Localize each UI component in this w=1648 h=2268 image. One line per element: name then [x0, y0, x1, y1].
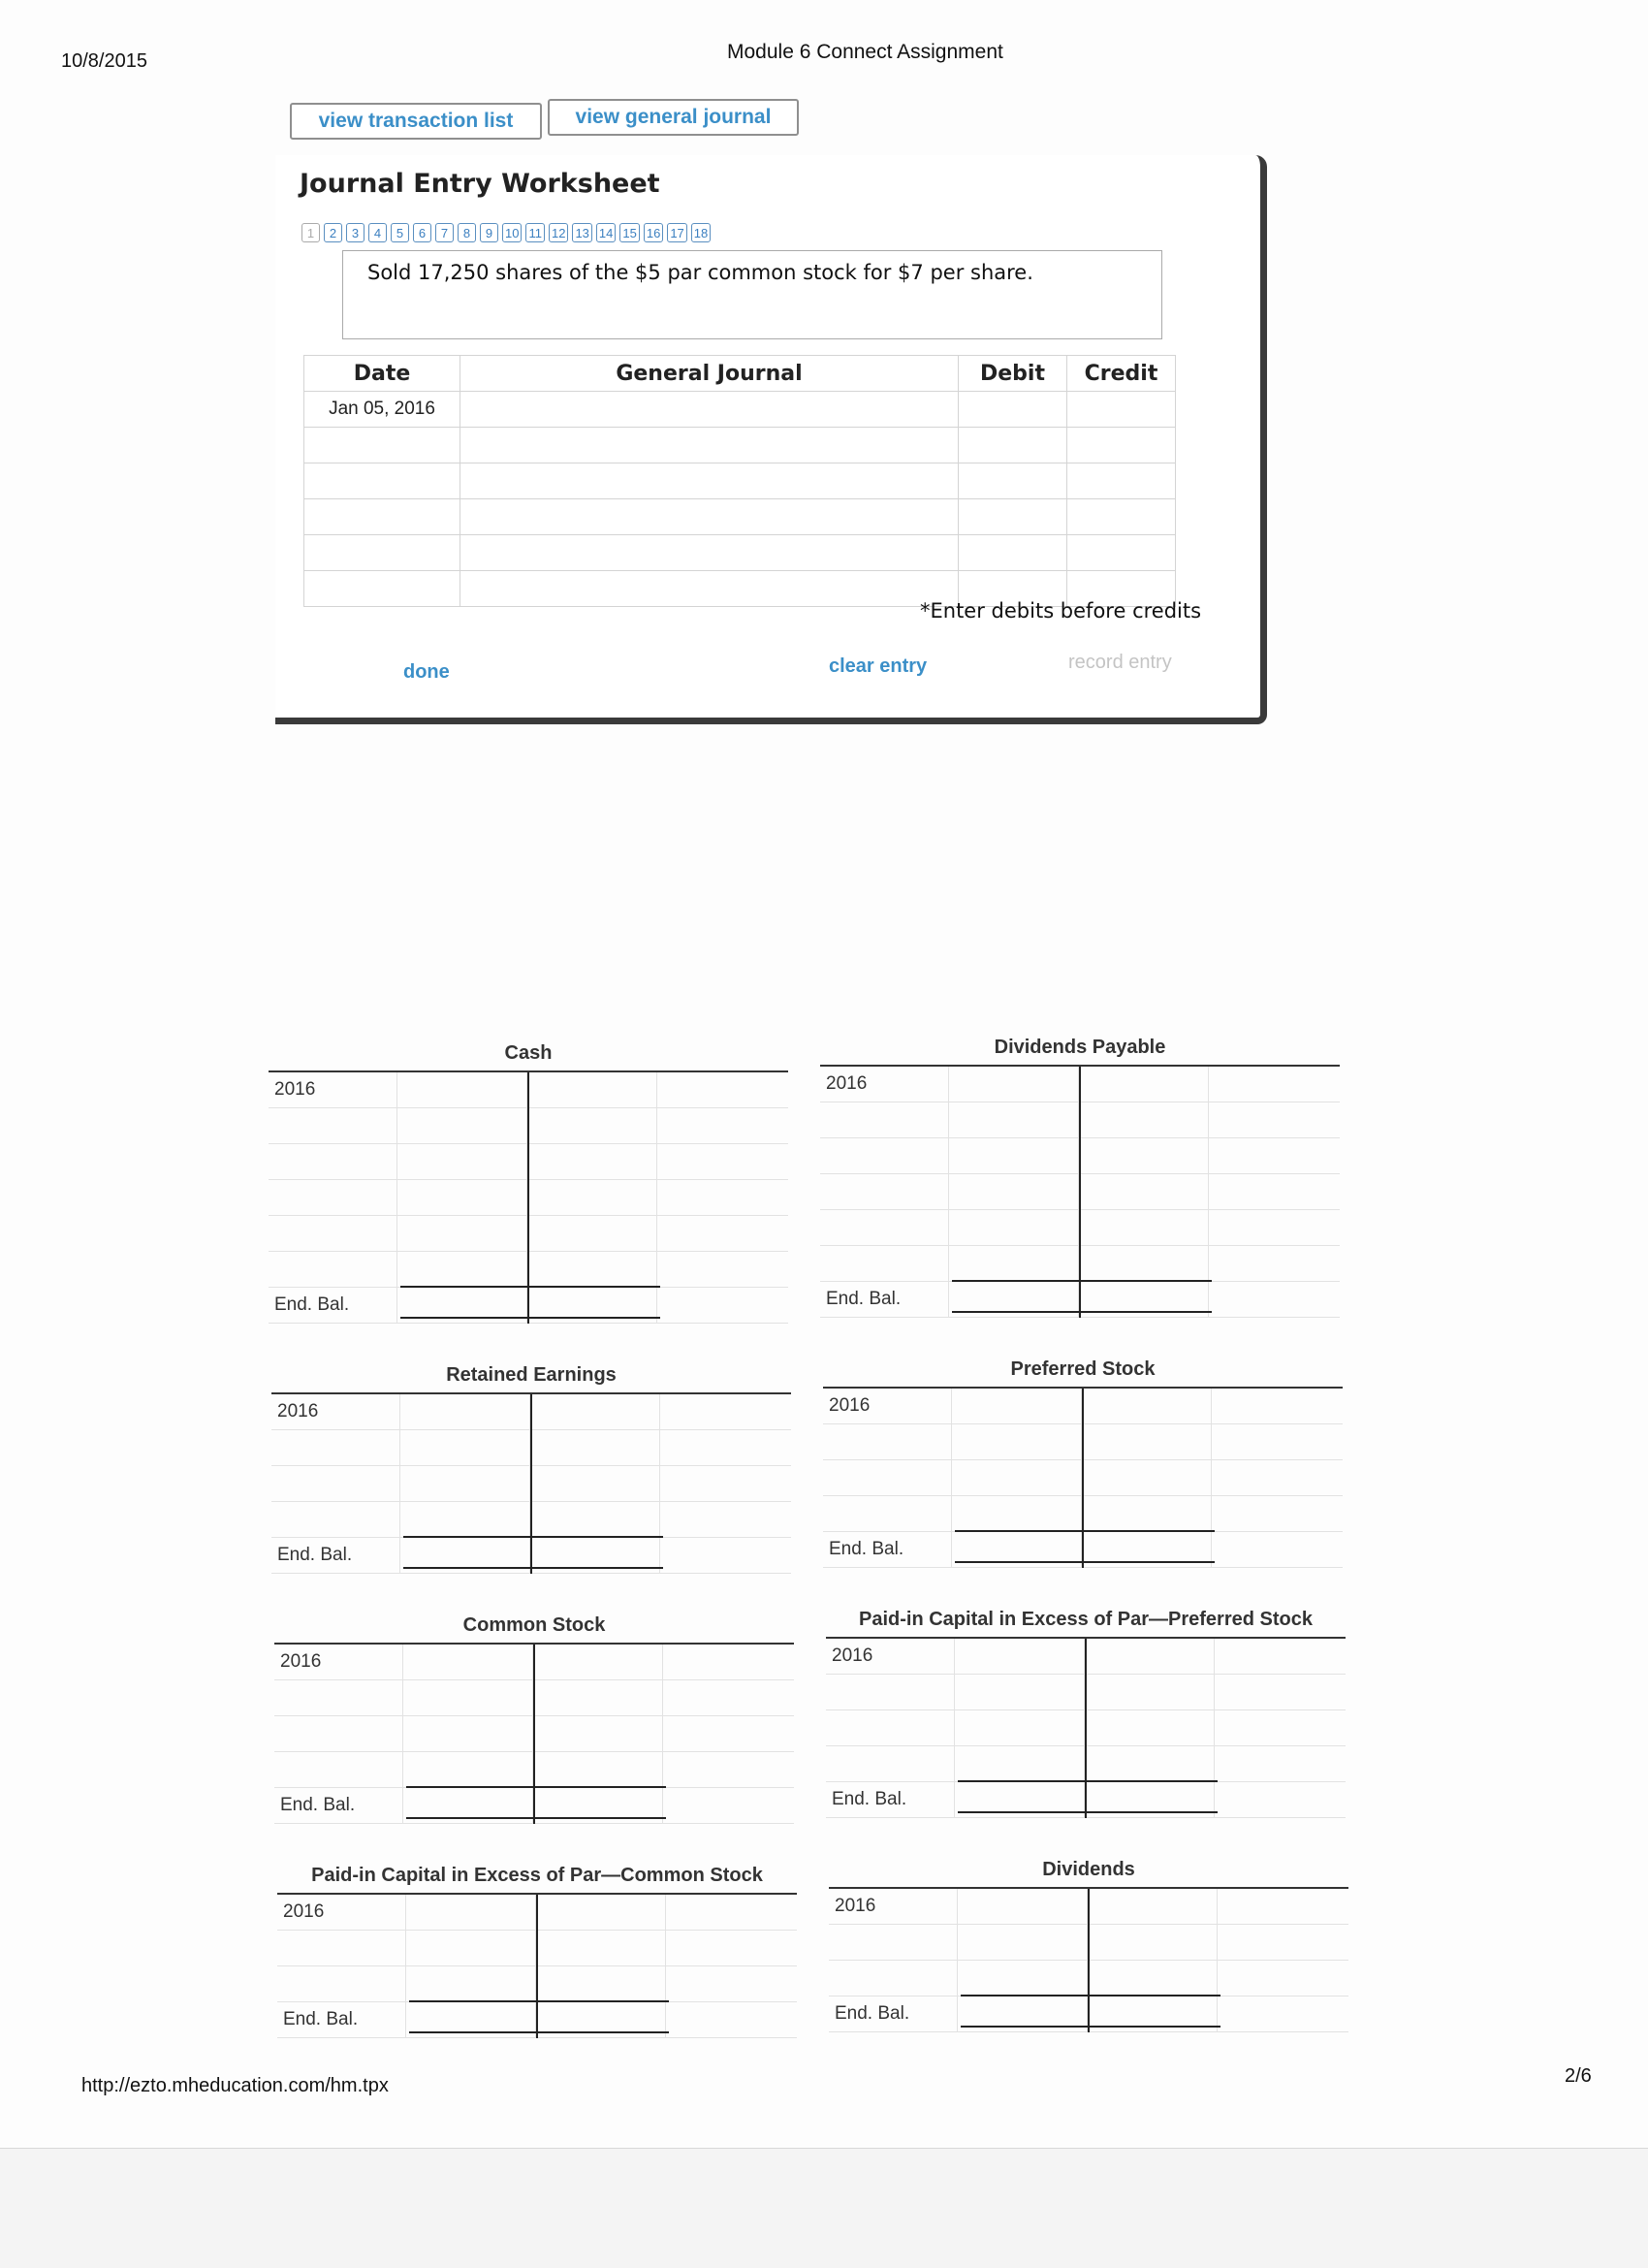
- print-date: 10/8/2015: [61, 50, 147, 72]
- t-account-total-line: [961, 1995, 1220, 1996]
- page-tab-16[interactable]: 16: [644, 223, 663, 242]
- t-account-label-cell: [269, 1180, 397, 1215]
- account-cell[interactable]: [460, 571, 959, 607]
- t-account-total-line: [952, 1280, 1212, 1282]
- t-account-double-line: [406, 1817, 666, 1819]
- view-transaction-list-button[interactable]: view transaction list: [290, 103, 542, 140]
- t-account-title: Dividends: [829, 1852, 1348, 1889]
- view-general-journal-button[interactable]: view general journal: [548, 99, 799, 136]
- print-page-number: 2/6: [1565, 2065, 1592, 2087]
- t-account-entry-cell[interactable]: [400, 1394, 530, 1429]
- t-account-entry-cell[interactable]: [952, 1424, 1082, 1459]
- t-account-entry-cell[interactable]: [1085, 1710, 1215, 1745]
- t-account-entry-cell[interactable]: [403, 1752, 533, 1787]
- t-account-double-line: [409, 2031, 669, 2033]
- t-account-entry-cell[interactable]: [527, 1072, 657, 1107]
- t-account-label-cell: [277, 1966, 406, 2001]
- t-account-entry-cell[interactable]: [1085, 1639, 1215, 1674]
- t-account-label-cell: [271, 1466, 400, 1501]
- t-account-label-cell: [826, 1746, 955, 1781]
- t-account-end-balance-label: End. Bal.: [826, 1782, 955, 1817]
- t-account-year: 2016: [271, 1394, 400, 1429]
- t-account-entry-cell[interactable]: [533, 1716, 663, 1751]
- t-account-entry-cell[interactable]: [530, 1430, 660, 1465]
- t-account-label-cell: [820, 1174, 949, 1209]
- t-account-entry-cell[interactable]: [1085, 1675, 1215, 1709]
- t-account-label-cell: [271, 1430, 400, 1465]
- t-account-entry-cell[interactable]: [1209, 1246, 1340, 1281]
- page-tab-2[interactable]: 2: [324, 223, 342, 242]
- t-account-label-cell: [269, 1108, 397, 1143]
- t-account-divider: [530, 1394, 532, 1574]
- t-account-label-cell: [274, 1680, 403, 1715]
- t-account-entry-cell[interactable]: [400, 1430, 530, 1465]
- t-account-entry-cell[interactable]: [1215, 1639, 1346, 1674]
- t-account-label-cell: [269, 1252, 397, 1287]
- t-account: [271, 1358, 791, 1574]
- t-account-divider: [533, 1645, 535, 1824]
- t-account-title: Dividends Payable: [820, 1030, 1340, 1067]
- t-account-label-cell: [820, 1102, 949, 1137]
- date-cell: [304, 428, 460, 463]
- t-account-divider: [1088, 1889, 1090, 2032]
- t-account-entry-cell[interactable]: [663, 1645, 794, 1679]
- t-account-label-cell: [820, 1138, 949, 1173]
- t-account-entry-cell[interactable]: [952, 1496, 1082, 1531]
- print-url: http://ezto.mheducation.com/hm.tpx: [81, 2075, 389, 2096]
- t-account-entry-cell[interactable]: [406, 1931, 536, 1965]
- t-account-title: Common Stock: [274, 1608, 794, 1645]
- t-account-label-cell: [269, 1144, 397, 1179]
- journal-entry-worksheet: [275, 155, 1267, 724]
- journal-row: [304, 499, 1176, 535]
- debit-cell[interactable]: [959, 392, 1067, 428]
- t-account-entry-cell[interactable]: [1209, 1174, 1340, 1209]
- t-account-total-line: [403, 1536, 663, 1538]
- t-account-entry-cell[interactable]: [1209, 1067, 1340, 1102]
- t-account-entry-cell[interactable]: [952, 1460, 1082, 1495]
- t-account-divider: [1085, 1639, 1087, 1818]
- page-tab-3[interactable]: 3: [346, 223, 364, 242]
- journal-row: [304, 428, 1176, 463]
- t-account-entry-cell[interactable]: [527, 1108, 657, 1143]
- t-account-entry-cell[interactable]: [1079, 1246, 1209, 1281]
- t-account-entry-cell[interactable]: [666, 1966, 797, 2001]
- t-account-entry-cell[interactable]: [657, 1108, 788, 1143]
- debit-cell[interactable]: [959, 535, 1067, 571]
- t-account-year: 2016: [826, 1639, 955, 1674]
- t-account-entry-cell[interactable]: [663, 1680, 794, 1715]
- t-account-entry-cell[interactable]: [660, 1466, 791, 1501]
- t-account-label-cell: [823, 1496, 952, 1531]
- t-account-entry-cell[interactable]: [657, 1252, 788, 1287]
- t-account-entry-cell[interactable]: [397, 1252, 527, 1287]
- done-button[interactable]: done: [403, 661, 450, 683]
- t-account-entry-cell[interactable]: [949, 1067, 1079, 1102]
- t-account-total-line: [955, 1530, 1215, 1532]
- t-account-entry-cell[interactable]: [955, 1746, 1085, 1781]
- t-account-label-cell: [820, 1210, 949, 1245]
- t-account-entry-cell[interactable]: [1212, 1389, 1343, 1423]
- col-general-journal-header: General Journal: [460, 356, 959, 392]
- t-account-entry-cell[interactable]: [400, 1502, 530, 1537]
- debit-cell[interactable]: [959, 463, 1067, 499]
- date-cell: [304, 535, 460, 571]
- t-account-divider: [1082, 1389, 1084, 1568]
- t-account-double-line: [403, 1567, 663, 1569]
- t-account-entry-cell[interactable]: [397, 1180, 527, 1215]
- t-account-entry-cell[interactable]: [1215, 1746, 1346, 1781]
- t-account-double-line: [958, 1811, 1218, 1813]
- t-account-label-cell: [823, 1460, 952, 1495]
- t-account-entry-cell[interactable]: [527, 1216, 657, 1251]
- t-account-entry-cell[interactable]: [657, 1144, 788, 1179]
- t-account-entry-cell[interactable]: [663, 1788, 794, 1823]
- t-account-entry-cell[interactable]: [657, 1180, 788, 1215]
- t-account-entry-cell[interactable]: [660, 1538, 791, 1573]
- t-account-double-line: [400, 1317, 660, 1319]
- t-account-entry-cell[interactable]: [1212, 1496, 1343, 1531]
- t-account-entry-cell[interactable]: [397, 1144, 527, 1179]
- journal-row: [304, 463, 1176, 499]
- t-account-entry-cell[interactable]: [1209, 1282, 1340, 1317]
- t-account-double-line: [955, 1561, 1215, 1563]
- page-tab-1[interactable]: 1: [301, 223, 320, 242]
- page-tab-14[interactable]: 14: [596, 223, 616, 242]
- t-account-double-line: [961, 2026, 1220, 2028]
- t-account-entry-cell[interactable]: [955, 1710, 1085, 1745]
- t-account-entry-cell[interactable]: [949, 1138, 1079, 1173]
- credit-cell[interactable]: [1067, 463, 1176, 499]
- t-account-entry-cell[interactable]: [660, 1394, 791, 1429]
- t-account-entry-cell[interactable]: [949, 1246, 1079, 1281]
- t-account: [277, 1858, 797, 2038]
- date-cell: [304, 499, 460, 535]
- t-account-entry-cell[interactable]: [1082, 1496, 1212, 1531]
- t-account: [826, 1602, 1346, 1818]
- t-account-entry-cell[interactable]: [1212, 1460, 1343, 1495]
- t-account-entry-cell[interactable]: [952, 1389, 1082, 1423]
- t-account-entry-cell[interactable]: [403, 1680, 533, 1715]
- t-account-entry-cell[interactable]: [1088, 1925, 1218, 1960]
- t-account-label-cell: [277, 1931, 406, 1965]
- t-account-entry-cell[interactable]: [1209, 1102, 1340, 1137]
- t-account-entry-cell[interactable]: [666, 1931, 797, 1965]
- t-account-entry-cell[interactable]: [1218, 1961, 1348, 1996]
- t-account-entry-cell[interactable]: [397, 1108, 527, 1143]
- t-account-entry-cell[interactable]: [533, 1645, 663, 1679]
- t-account-year: 2016: [277, 1895, 406, 1930]
- t-account-total-line: [958, 1780, 1218, 1782]
- t-account-entry-cell[interactable]: [1079, 1102, 1209, 1137]
- t-account-year: 2016: [823, 1389, 952, 1423]
- credit-cell[interactable]: [1067, 535, 1176, 571]
- t-account-divider: [536, 1895, 538, 2038]
- t-account-end-balance-label: End. Bal.: [277, 2002, 406, 2037]
- t-account-entry-cell[interactable]: [1079, 1210, 1209, 1245]
- journal-table: [303, 355, 1176, 607]
- t-account-entry-cell[interactable]: [527, 1252, 657, 1287]
- debit-cell[interactable]: [959, 428, 1067, 463]
- t-account-label-cell: [271, 1502, 400, 1537]
- t-account-entry-cell[interactable]: [958, 1961, 1088, 1996]
- t-account-entry-cell[interactable]: [949, 1174, 1079, 1209]
- account-cell[interactable]: [460, 463, 959, 499]
- t-account-total-line: [400, 1286, 660, 1288]
- col-credit-header: Credit: [1067, 356, 1176, 392]
- date-cell: [304, 571, 460, 607]
- page-tab-17[interactable]: 17: [667, 223, 686, 242]
- t-account-label-cell: [274, 1752, 403, 1787]
- transaction-pager: [301, 223, 711, 242]
- t-account-entry-cell[interactable]: [530, 1466, 660, 1501]
- t-account-entry-cell[interactable]: [663, 1752, 794, 1787]
- page-tab-7[interactable]: 7: [435, 223, 454, 242]
- t-account-entry-cell[interactable]: [1079, 1067, 1209, 1102]
- journal-row: [304, 392, 1176, 428]
- credit-cell[interactable]: [1067, 499, 1176, 535]
- t-account-label-cell: [829, 1961, 958, 1996]
- t-account-end-balance-label: End. Bal.: [823, 1532, 952, 1567]
- t-account-entry-cell[interactable]: [403, 1716, 533, 1751]
- t-account-label-cell: [826, 1675, 955, 1709]
- t-account-end-balance-label: End. Bal.: [271, 1538, 400, 1573]
- page-tab-18[interactable]: 18: [691, 223, 711, 242]
- t-account: [820, 1030, 1340, 1318]
- journal-row: [304, 535, 1176, 571]
- t-account-end-balance-label: End. Bal.: [269, 1288, 397, 1323]
- t-account-label-cell: [823, 1424, 952, 1459]
- t-account-total-line: [406, 1786, 666, 1788]
- page-tab-11[interactable]: 11: [525, 223, 545, 242]
- account-cell[interactable]: [460, 392, 959, 428]
- t-account-entry-cell[interactable]: [403, 1645, 533, 1679]
- t-account-entry-cell[interactable]: [397, 1216, 527, 1251]
- t-account-title: Paid-in Capital in Excess of Par—Common Stock: [277, 1858, 797, 1895]
- t-account-entry-cell[interactable]: [657, 1288, 788, 1323]
- t-account-double-line: [952, 1311, 1212, 1313]
- t-account-entry-cell[interactable]: [1082, 1389, 1212, 1423]
- t-account-entry-cell[interactable]: [1218, 1889, 1348, 1924]
- t-account-entry-cell[interactable]: [657, 1072, 788, 1107]
- account-cell[interactable]: [460, 428, 959, 463]
- worksheet-title: Journal Entry Worksheet: [300, 169, 660, 199]
- t-account-label-cell: [274, 1716, 403, 1751]
- t-account-entry-cell[interactable]: [660, 1430, 791, 1465]
- t-account-entry-cell[interactable]: [1209, 1138, 1340, 1173]
- t-account-year: 2016: [829, 1889, 958, 1924]
- t-account-entry-cell[interactable]: [1079, 1138, 1209, 1173]
- t-account-entry-cell[interactable]: [533, 1752, 663, 1787]
- t-account-entry-cell[interactable]: [949, 1102, 1079, 1137]
- t-account-end-balance-label: End. Bal.: [820, 1282, 949, 1317]
- t-account-year: 2016: [274, 1645, 403, 1679]
- t-account-entry-cell[interactable]: [527, 1180, 657, 1215]
- t-account-label-cell: [269, 1216, 397, 1251]
- t-account-end-balance-label: End. Bal.: [829, 1996, 958, 2031]
- t-account: [269, 1036, 788, 1324]
- account-cell[interactable]: [460, 535, 959, 571]
- credit-cell[interactable]: [1067, 392, 1176, 428]
- t-account-entry-cell[interactable]: [955, 1639, 1085, 1674]
- t-account-entry-cell[interactable]: [536, 1895, 666, 1930]
- t-account-entry-cell[interactable]: [949, 1210, 1079, 1245]
- t-account-entry-cell[interactable]: [958, 1925, 1088, 1960]
- t-account-entry-cell[interactable]: [397, 1072, 527, 1107]
- t-account-entry-cell[interactable]: [533, 1680, 663, 1715]
- t-account-title: Retained Earnings: [271, 1358, 791, 1394]
- transaction-description-box: [342, 250, 1162, 339]
- t-account: [829, 1852, 1348, 2032]
- page-tab-12[interactable]: 12: [549, 223, 568, 242]
- t-account-entry-cell[interactable]: [1079, 1174, 1209, 1209]
- page-tab-6[interactable]: 6: [413, 223, 431, 242]
- t-account-label-cell: [820, 1246, 949, 1281]
- t-account-entry-cell[interactable]: [536, 1931, 666, 1965]
- page-tab-13[interactable]: 13: [572, 223, 591, 242]
- t-account-entry-cell[interactable]: [1215, 1710, 1346, 1745]
- t-account-entry-cell[interactable]: [406, 1895, 536, 1930]
- clear-entry-button[interactable]: clear entry: [829, 655, 928, 677]
- t-account-end-balance-label: End. Bal.: [274, 1788, 403, 1823]
- date-cell: [304, 463, 460, 499]
- t-account-entry-cell[interactable]: [400, 1466, 530, 1501]
- t-account-title: Cash: [269, 1036, 788, 1072]
- t-account-entry-cell[interactable]: [1082, 1460, 1212, 1495]
- col-date-header: Date: [304, 356, 460, 392]
- debits-before-credits-note: *Enter debits before credits: [920, 599, 1202, 623]
- page-tab-10[interactable]: 10: [502, 223, 522, 242]
- t-account-year: 2016: [269, 1072, 397, 1107]
- t-account: [823, 1352, 1343, 1568]
- t-account-entry-cell[interactable]: [1212, 1424, 1343, 1459]
- t-account-total-line: [409, 2000, 669, 2002]
- t-account-entry-cell[interactable]: [536, 1966, 666, 2001]
- t-account-title: Paid-in Capital in Excess of Par—Preferred Stock: [826, 1602, 1346, 1639]
- t-account-entry-cell[interactable]: [666, 1895, 797, 1930]
- t-account-label-cell: [826, 1710, 955, 1745]
- t-account-entry-cell[interactable]: [1212, 1532, 1343, 1567]
- page-tab-8[interactable]: 8: [458, 223, 476, 242]
- page-tab-9[interactable]: 9: [480, 223, 498, 242]
- t-account-entry-cell[interactable]: [1218, 1925, 1348, 1960]
- t-account-entry-cell[interactable]: [530, 1394, 660, 1429]
- t-account-year: 2016: [820, 1067, 949, 1102]
- t-account-entry-cell[interactable]: [663, 1716, 794, 1751]
- page-tab-4[interactable]: 4: [368, 223, 387, 242]
- t-account-entry-cell[interactable]: [1218, 1996, 1348, 2031]
- print-title: Module 6 Connect Assignment: [727, 41, 1003, 63]
- t-account-entry-cell[interactable]: [958, 1889, 1088, 1924]
- date-cell: Jan 05, 2016: [304, 392, 460, 428]
- t-account-entry-cell[interactable]: [1085, 1746, 1215, 1781]
- t-account-entry-cell[interactable]: [666, 2002, 797, 2037]
- t-account-entry-cell[interactable]: [660, 1502, 791, 1537]
- record-entry-button[interactable]: record entry: [1068, 652, 1172, 673]
- t-account-entry-cell[interactable]: [1082, 1424, 1212, 1459]
- t-account-entry-cell[interactable]: [1215, 1675, 1346, 1709]
- t-account-entry-cell[interactable]: [1209, 1210, 1340, 1245]
- t-account-entry-cell[interactable]: [657, 1216, 788, 1251]
- debit-cell[interactable]: [959, 499, 1067, 535]
- t-account-entry-cell[interactable]: [955, 1675, 1085, 1709]
- t-account: [274, 1608, 794, 1824]
- transaction-description: Sold 17,250 shares of the $5 par common stock for $7 per share.: [367, 261, 1033, 284]
- scan-margin: [0, 2148, 1648, 2268]
- t-account-entry-cell[interactable]: [1088, 1889, 1218, 1924]
- t-account-entry-cell[interactable]: [527, 1144, 657, 1179]
- page-tab-5[interactable]: 5: [391, 223, 409, 242]
- page-tab-15[interactable]: 15: [619, 223, 639, 242]
- t-account-entry-cell[interactable]: [1215, 1782, 1346, 1817]
- col-debit-header: Debit: [959, 356, 1067, 392]
- account-cell[interactable]: [460, 499, 959, 535]
- t-account-title: Preferred Stock: [823, 1352, 1343, 1389]
- t-account-entry-cell[interactable]: [530, 1502, 660, 1537]
- t-account-entry-cell[interactable]: [406, 1966, 536, 2001]
- credit-cell[interactable]: [1067, 428, 1176, 463]
- t-account-entry-cell[interactable]: [1088, 1961, 1218, 1996]
- t-account-label-cell: [829, 1925, 958, 1960]
